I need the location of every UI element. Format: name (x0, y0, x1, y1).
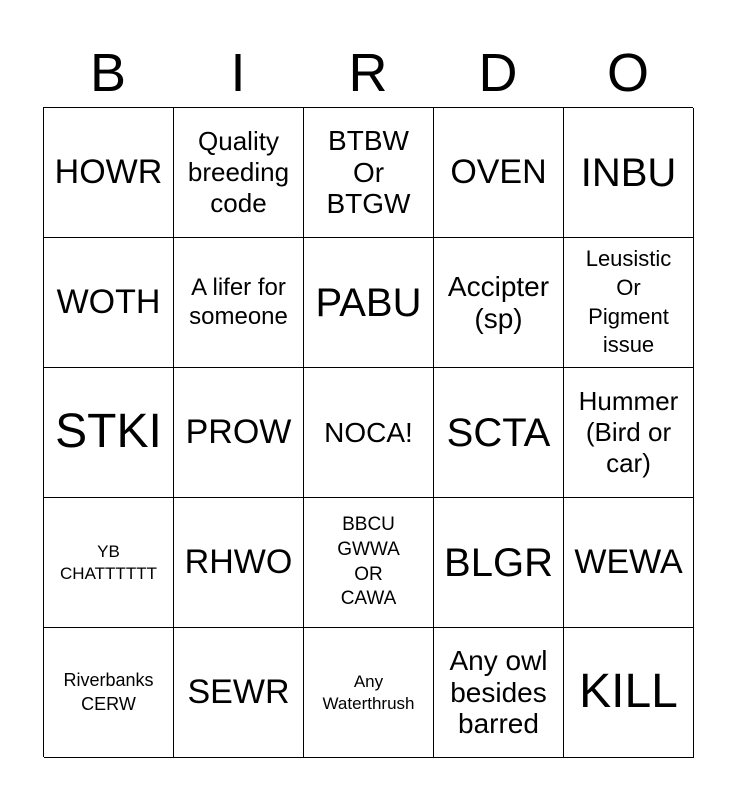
bingo-cell-r5c4[interactable]: Any owl besides barred (434, 628, 564, 758)
bingo-cell-r2c3[interactable]: PABU (304, 238, 434, 368)
bingo-cell-r1c5[interactable]: INBU (564, 108, 694, 238)
bingo-cell-r2c2[interactable]: A lifer for someone (174, 238, 304, 368)
bingo-cell-r2c4[interactable]: Accipter (sp) (434, 238, 564, 368)
bingo-cell-r3c2[interactable]: PROW (174, 368, 304, 498)
bingo-cell-r2c5[interactable]: Leusistic Or Pigment issue (564, 238, 694, 368)
bingo-cell-r3c4[interactable]: SCTA (434, 368, 564, 498)
header-letter-d: D (478, 43, 518, 103)
header-letter-r: R (348, 43, 388, 103)
bingo-cell-r5c1[interactable]: Riverbanks CERW (44, 628, 174, 758)
bingo-cell-r5c2[interactable]: SEWR (174, 628, 304, 758)
bingo-cell-r5c3[interactable]: Any Waterthrush (304, 628, 434, 758)
bingo-cell-r2c1[interactable]: WOTH (44, 238, 174, 368)
bingo-cell-r5c5[interactable]: KILL (564, 628, 694, 758)
bingo-cell-r1c3[interactable]: BTBW Or BTGW (304, 108, 434, 238)
bingo-cell-r4c2[interactable]: RHWO (174, 498, 304, 628)
bingo-cell-r1c1[interactable]: HOWR (44, 108, 174, 238)
bingo-board (43, 107, 693, 757)
bingo-cell-r3c5[interactable]: Hummer (Bird or car) (564, 368, 694, 498)
bingo-cell-r1c4[interactable]: OVEN (434, 108, 564, 238)
bingo-cell-r4c4[interactable]: BLGR (434, 498, 564, 628)
header-letter-b: B (89, 43, 127, 103)
header-letter-i: I (230, 43, 246, 103)
bingo-cell-r1c2[interactable]: Quality breeding code (174, 108, 304, 238)
bingo-cell-r3c3[interactable]: NOCA! (304, 368, 434, 498)
bingo-cell-r4c5[interactable]: WEWA (564, 498, 694, 628)
bingo-header (43, 40, 693, 106)
bingo-cell-r4c3[interactable]: BBCU GWWA OR CAWA (304, 498, 434, 628)
bingo-cell-r3c1[interactable]: STKI (44, 368, 174, 498)
bingo-cell-r4c1[interactable]: YB CHATTTTTT (44, 498, 174, 628)
header-letter-o: O (606, 43, 649, 103)
